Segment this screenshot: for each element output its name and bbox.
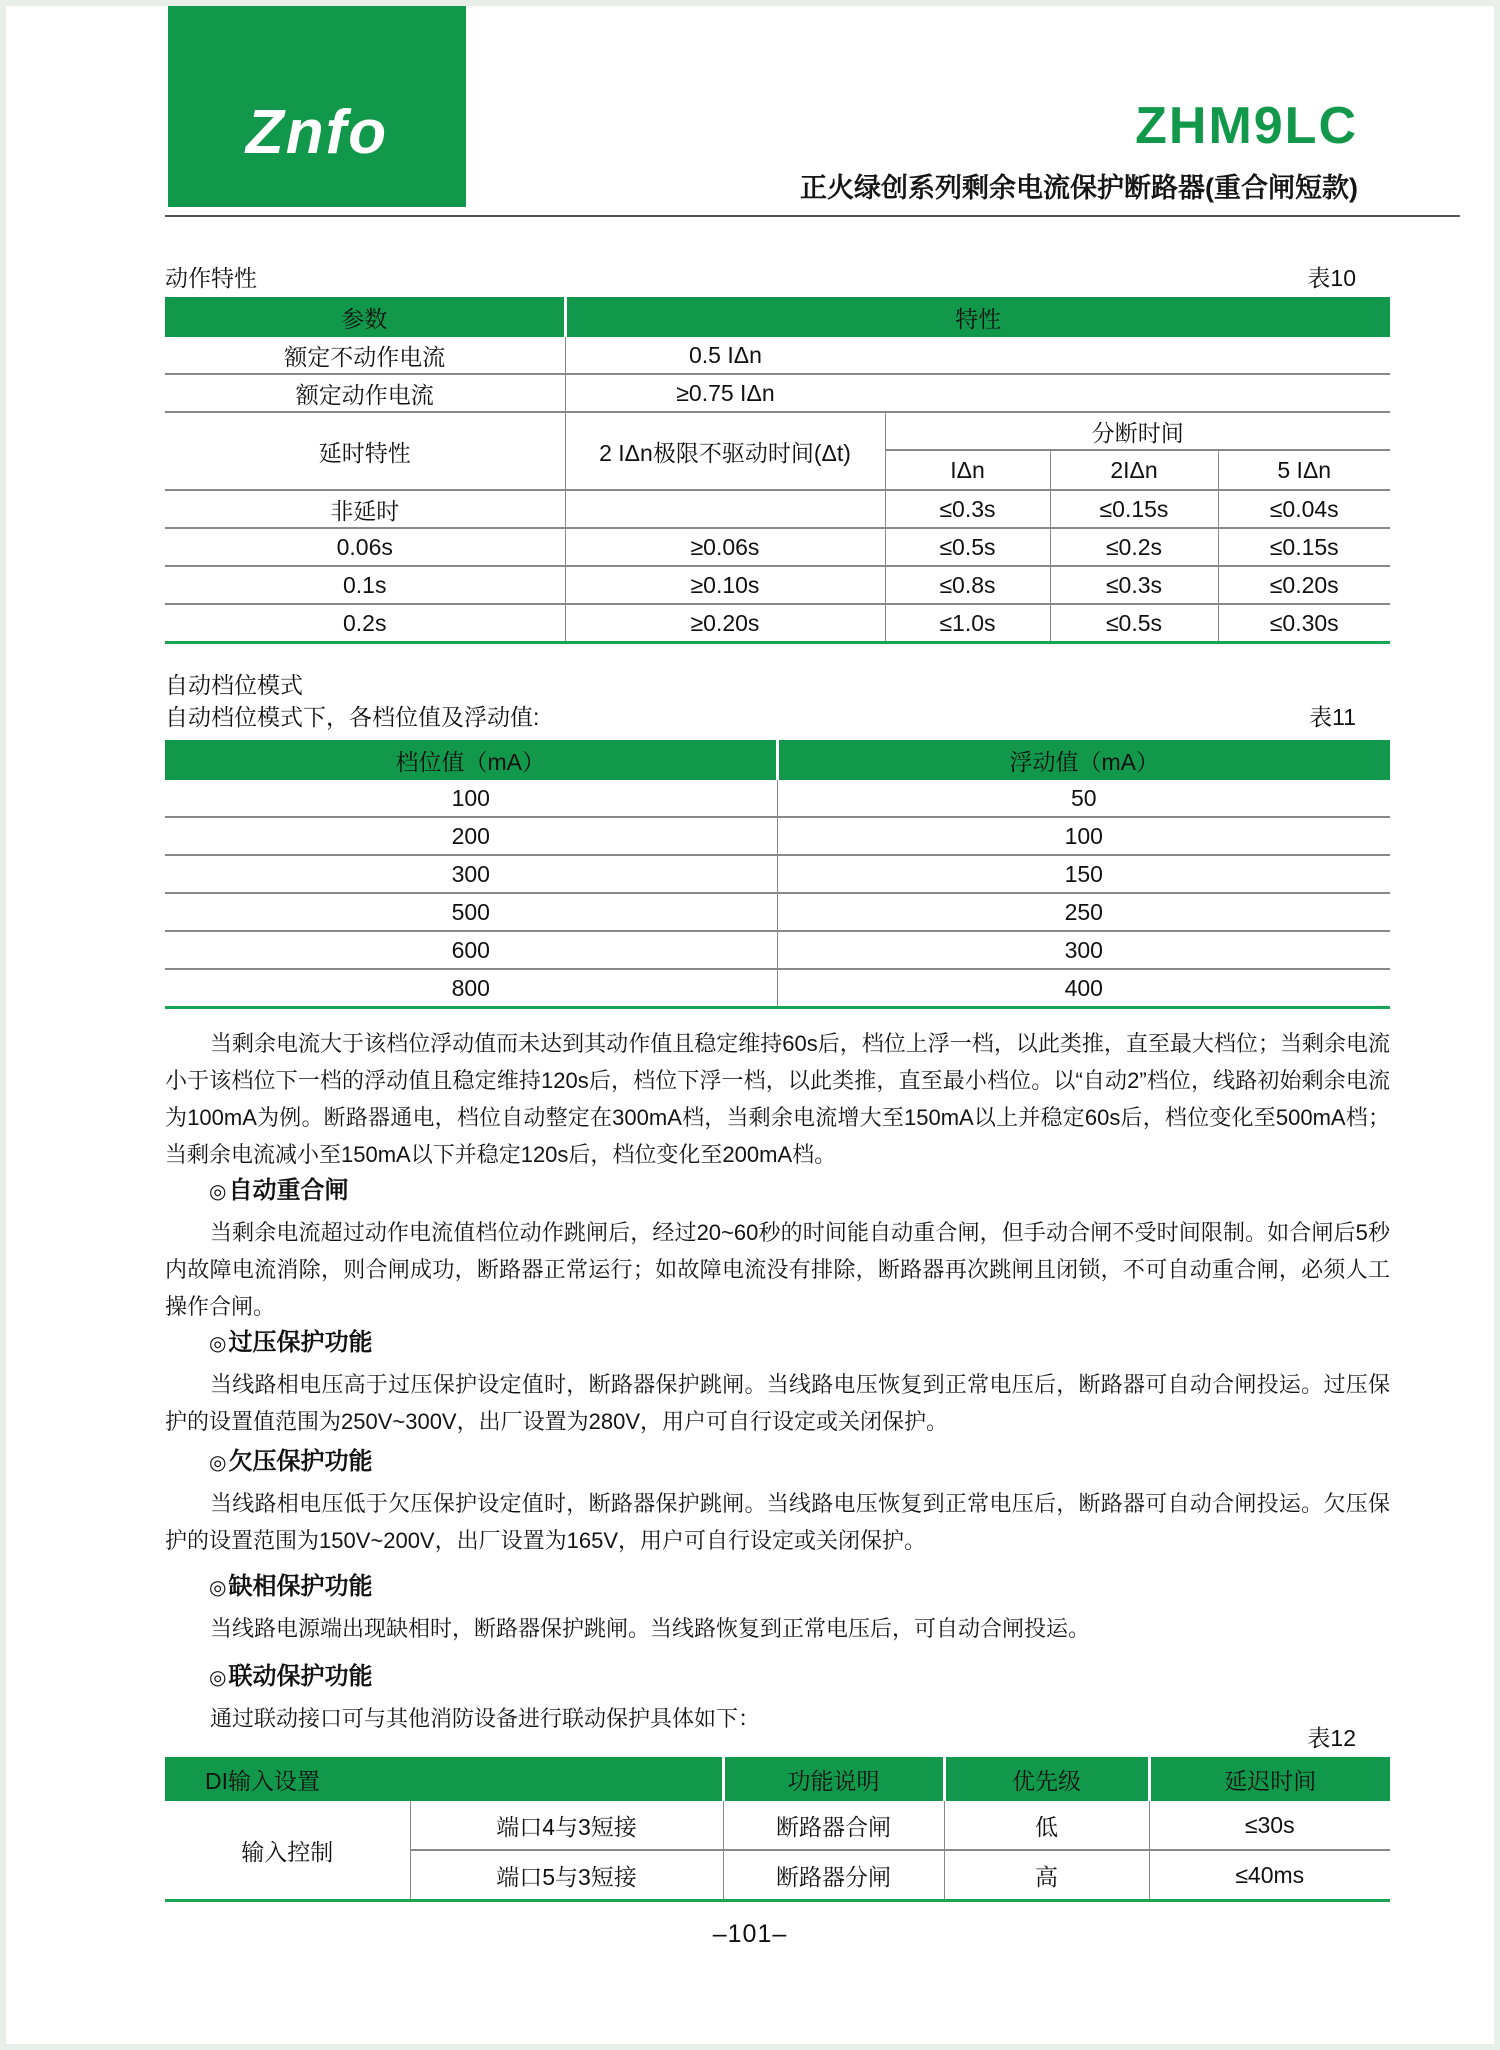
table-cell: ≤0.5s [1050,604,1218,643]
table-cell: ≤0.8s [885,566,1050,604]
table-cell: 0.06s [165,528,565,566]
section-bullet-icon: ◎ [209,1181,227,1203]
table-action-characteristics [165,297,1390,644]
section-title-action: 动作特性 [165,265,257,291]
table12-label: 表12 [1307,1725,1356,1751]
table-cell [565,490,885,528]
table11-label: 表11 [1309,704,1356,730]
table-row [165,931,1390,969]
section-action-header [165,261,1390,293]
table-cell: ≤30s [1149,1801,1390,1850]
table-row [165,893,1390,931]
t12-header-delay: 延迟时间 [1149,1757,1390,1801]
table-cell: 600 [165,931,777,969]
t12-header-di: DI输入设置 [165,1757,723,1801]
table-cell: ≤0.20s [1218,566,1390,604]
t10-sub-5idn: 5 IΔn [1218,450,1390,490]
t12-group-label-cell: 输入控制 [241,1838,334,1865]
section-bullet-icon: ◎ [209,1667,227,1689]
table-cell: ≤40ms [1149,1850,1390,1901]
section-bullet-icon: ◎ [209,1577,227,1599]
t10-delay-param-cell: 延时特性 [165,412,565,490]
feature-title: 缺相保护功能 [228,1573,373,1600]
table-cell: 300 [165,855,777,893]
table-cell: ≤0.30s [1218,604,1390,643]
t11-header-float: 浮动值（mA） [777,740,1390,780]
table-cell: 0.1s [165,566,565,604]
table-cell: ≤1.0s [885,604,1050,643]
feature-auto-reclose [165,1175,1390,1325]
t10-sub-2idn: 2IΔn [1050,450,1218,490]
feature-heading [165,1175,1390,1208]
table-cell: ≤0.3s [885,490,1050,528]
table-row [165,969,1390,1008]
feature-title: 自动重合闸 [228,1177,349,1204]
table-cell: ≥0.06s [565,528,885,566]
table-cell: ≤0.04s [1218,490,1390,528]
t10-limit-header-cell: 2 IΔn极限不驱动时间(Δt) [565,412,885,490]
table-cell [565,337,1390,374]
feature-title: 过压保护功能 [228,1329,373,1356]
table-row [165,528,1390,566]
table-cell: ≤0.2s [1050,528,1218,566]
brand-logo [168,0,466,207]
t11-header-gear: 档位值（mA） [165,740,777,780]
gear-mode-paragraph: 当剩余电流大于该档位浮动值而未达到其动作值且稳定维持60s后，档位上浮一档，以此类推，直至最大档位；当剩余电流小于该档位下一档的浮动值且稳定维持120s后，档位下浮一档，以此类推，直至最小档位。以“自动2”档位，线路初始剩余电流为100mA为例。断路器通电，档位自动整定在300mA档，当剩余电流增大至150mA以上并稳定60s后，档位变化至500mA档；当剩余电流减小至150mA以下并稳定120s后，档位变化至200mA档。 [165,1031,1390,1167]
table-cell: ≥0.10s [565,566,885,604]
table-row [165,855,1390,893]
t12-header-func: 功能说明 [723,1757,944,1801]
product-model: ZHM9LC [1135,97,1358,155]
feature-undervoltage [165,1446,1390,1559]
table-cell: 断路器分闸 [723,1850,944,1901]
feature-body: 当线路相电压高于过压保护设定值时，断路器保护跳闸。当线路电压恢复到正常电压后，断路器可自动合闸投运。过压保护的设置值范围为250V~300V，出厂设置为280V，用户可自行设定或关闭保护。 [165,1372,1390,1434]
table-cell: 800 [165,969,777,1008]
feature-phase-loss [165,1571,1390,1647]
table-cell: 250 [777,893,1390,931]
t10-breaktime-header-cell: 分断时间 [885,412,1390,450]
section-title-gear-mode: 自动档位模式 [165,672,303,698]
table-cell: ≤0.15s [1050,490,1218,528]
table-cell: 低 [944,1801,1149,1850]
table-cell: 断路器合闸 [723,1801,944,1850]
section-gear-subheader [165,702,1390,732]
table-cell: ≤0.15s [1218,528,1390,566]
table-cell: 200 [165,817,777,855]
table-cell [565,374,1390,412]
t10-sub-idn: IΔn [885,450,1050,490]
table-cell: 端口4与3短接 [410,1801,723,1850]
feature-body: 通过联动接口可与其他消防设备进行联动保护具体如下： [210,1706,761,1731]
table-header-row [165,740,1390,780]
feature-body: 当剩余电流超过动作电流值档位动作跳闸后，经过20~60秒的时间能自动重合闸，但手动合闸不受时间限制。如合闸后5秒内故障电流消除，则合闸成功，断路器正常运行；如故障电流没有排除，断路器再次跳闸且闭锁，不可自动重合闸，必须人工操作合闸。 [165,1220,1390,1319]
table-row [165,817,1390,855]
table-row [165,490,1390,528]
section-bullet-icon: ◎ [209,1452,227,1474]
table-row [165,337,1390,374]
table-cell: 50 [777,780,1390,817]
table-cell: 高 [944,1850,1149,1901]
feature-heading [165,1571,1390,1604]
header-divider [165,215,1460,217]
feature-heading [165,1661,1390,1694]
feature-body: 当线路相电压低于欠压保护设定值时，断路器保护跳闸。当线路电压恢复到正常电压后，断路器可自动合闸投运。欠压保护的设置范围为150V~200V，出厂设置为165V，用户可自行设定或关闭保护。 [165,1491,1390,1553]
table-di-linkage [165,1757,1390,1902]
table-row [165,374,1390,412]
table-cell-value: ≥0.75 IΔn [676,379,775,406]
gear-mode-subtitle: 自动档位模式下，各档位值及浮动值: [165,704,540,730]
page-number: –101– [712,1920,788,1948]
table-cell: 100 [451,784,490,811]
table-cell: ≤0.5s [885,528,1050,566]
product-series-subtitle: 正火绿创系列剩余电流保护断路器(重合闸短款) [800,173,1358,203]
table-cell: 0.2s [165,604,565,643]
feature-overvoltage [165,1327,1390,1440]
page-header [0,0,1500,219]
table-cell: ≤0.3s [1050,566,1218,604]
table-cell: ≥0.20s [565,604,885,643]
t12-header-priority: 优先级 [944,1757,1149,1801]
table-header-row [165,1757,1390,1801]
t10-header-param: 参数 [165,297,565,337]
table10-label: 表10 [1307,265,1356,291]
table-cell: 150 [777,855,1390,893]
brand-logo-text: Znfo [245,98,389,167]
table-cell-value: 0.5 IΔn [688,341,762,368]
feature-title: 联动保护功能 [228,1663,373,1690]
feature-heading [165,1327,1390,1360]
table-row [165,412,1390,450]
table-row [165,1801,1390,1850]
table-cell: 100 [777,817,1390,855]
table-header-row [165,297,1390,337]
table-cell: 额定动作电流 [165,374,565,412]
feature-body: 当线路电源端出现缺相时，断路器保护跳闸。当线路恢复到正常电压后，可自动合闸投运。 [210,1616,1091,1641]
t10-header-characteristic: 特性 [565,297,1390,337]
feature-linkage-protection [165,1661,1390,1751]
table-cell: 非延时 [165,490,565,528]
section-bullet-icon: ◎ [209,1333,227,1355]
table-gear-values [165,740,1390,1009]
table-cell: 端口5与3短接 [410,1850,723,1901]
feature-heading [165,1446,1390,1479]
table-cell: 额定不动作电流 [284,343,446,370]
table-cell: 400 [777,969,1390,1008]
feature-title: 欠压保护功能 [228,1448,373,1475]
page-content [165,219,1390,1902]
table-row [165,780,1390,817]
table-row [165,566,1390,604]
table-row [165,604,1390,643]
table-cell: 300 [777,931,1390,969]
table-cell: 500 [165,893,777,931]
